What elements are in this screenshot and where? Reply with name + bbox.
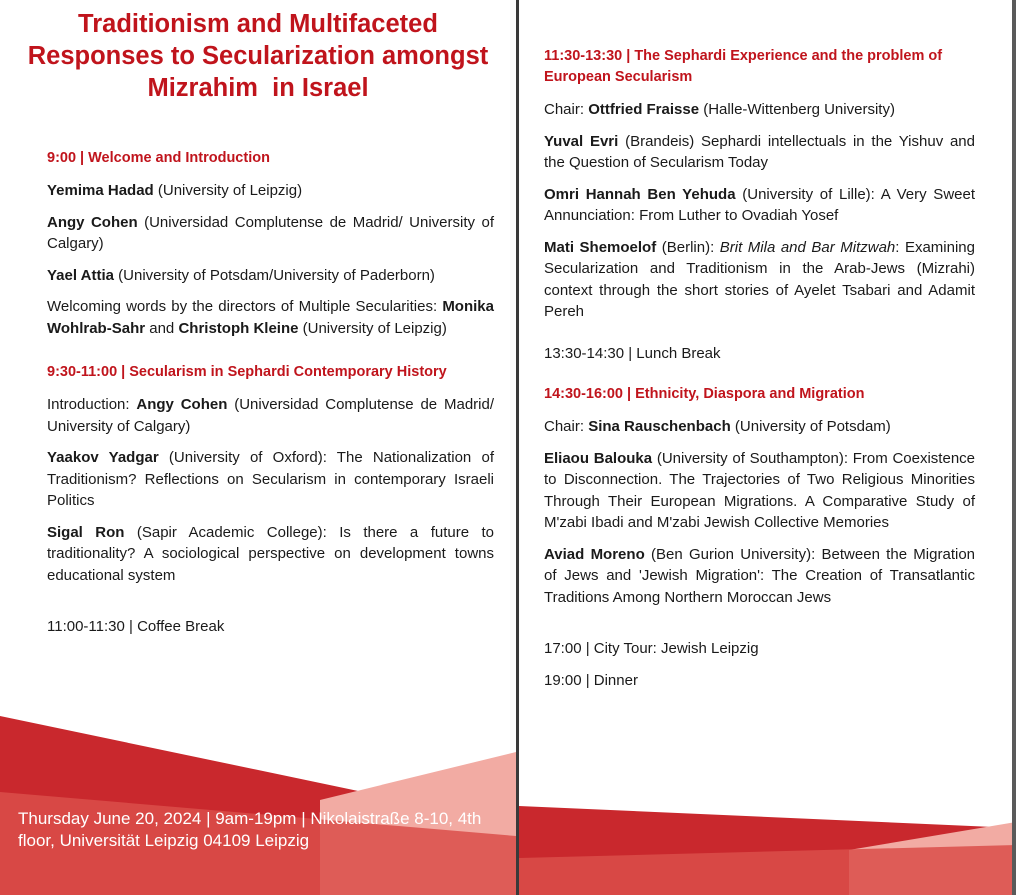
speaker-name: Mati Shemoelof xyxy=(544,238,657,256)
speaker-entry xyxy=(47,522,494,587)
left-program xyxy=(47,148,494,648)
chair-label: Chair: xyxy=(544,101,589,118)
title-line-2: Responses to Secularization amongst xyxy=(27,42,489,70)
right-program xyxy=(544,46,975,701)
speaker-entry xyxy=(47,212,494,255)
chair-name: Sina Rauschenbach xyxy=(588,418,731,435)
chair-entry xyxy=(544,416,975,438)
session-heading-sephardi: 11:30-13:30 | The Sephardi Experience and the problem of European Secularism xyxy=(544,48,943,85)
speaker-name: Yaakov Yadgar xyxy=(47,449,159,466)
speaker-name: Eliaou Balouka xyxy=(544,449,653,467)
speaker-entry xyxy=(544,237,975,323)
footer-line-2: floor, Universität Leipzig 04109 Leipzig xyxy=(18,831,310,850)
talk-title-italic: Brit Mila and Bar Mitzwah xyxy=(719,238,896,256)
welcome-text: (University of Leipzig) xyxy=(298,319,447,337)
title-line-1: Traditionism and Multifaceted xyxy=(78,10,438,38)
speaker-name: Aviad Moreno xyxy=(544,545,645,563)
talk-description: : Examining Secularization and Traditionism in the Arab-Jews (Mizrahi) context through the short stories of Ayelet Tsabari and Adamit Pereh xyxy=(544,238,975,320)
speaker-entry xyxy=(47,447,494,512)
talk-description: (Sapir Academic College): Is there a future to traditionality? A sociological perspective on development towns educational system xyxy=(47,523,494,584)
talk-description: (Brandeis) Sephardi intellectuals in the Yishuv and the Question of Secularism Today xyxy=(544,132,975,171)
page-title xyxy=(20,8,496,104)
title-line-3: Mizrahim in Israel xyxy=(147,74,369,102)
lunch-break: 13:30-14:30 | Lunch Break xyxy=(544,344,721,362)
dinner: 19:00 | Dinner xyxy=(544,671,638,689)
talk-description: (Ben Gurion University): Between the Migration of Jews and 'Jewish Migration': The Creation of Transatlantic Traditions Among Northern Moroccan Jews xyxy=(544,545,976,606)
chair-label: Chair: xyxy=(544,418,589,435)
welcoming-words xyxy=(47,296,494,339)
speaker-name: Yemima Hadad xyxy=(47,182,154,199)
speaker-name: Monika Wohlrab-Sahr xyxy=(47,298,494,337)
speaker-name: Yuval Evri xyxy=(544,132,619,150)
coffee-break: 11:00-11:30 | Coffee Break xyxy=(47,618,225,635)
speaker-name: Sigal Ron xyxy=(47,523,125,541)
intro-label: Introduction: xyxy=(47,396,137,413)
speaker-affiliation: (Universidad Complutense de Madrid/ University of Calgary) xyxy=(47,396,494,435)
speaker-name: Angy Cohen xyxy=(136,396,228,413)
speaker-entry xyxy=(47,394,494,437)
talk-description: (University of Oxford): The Nationalization of Traditionism? Reflections on Secularism in contemporary Israeli Politics xyxy=(47,449,494,509)
session-heading-secularism: 9:30-11:00 | Secularism in Sephardi Contemporary History xyxy=(47,364,447,380)
city-tour: 17:00 | City Tour: Jewish Leipzig xyxy=(544,640,759,657)
welcome-text: Welcoming words by the directors of Multiple Secularities: xyxy=(47,298,443,315)
session-heading-ethnicity: 14:30-16:00 | Ethnicity, Diaspora and Migration xyxy=(544,386,865,402)
chair-entry xyxy=(544,99,975,121)
speaker-name: Yael Attia xyxy=(47,266,114,284)
speaker-entry xyxy=(544,131,975,174)
footer-line-1: Thursday June 20, 2024 | 9am-19pm | Nikolaistraße 8-10, 4th xyxy=(18,809,482,828)
welcome-text: and xyxy=(145,319,179,337)
chair-name: Ottfried Fraisse xyxy=(588,101,700,118)
speaker-name: Angy Cohen xyxy=(47,213,138,231)
window-edge xyxy=(1012,0,1016,895)
chair-affiliation: (University of Potsdam) xyxy=(730,418,891,435)
event-footer xyxy=(18,808,498,852)
talk-description: (University of Southampton): From Coexistence to Disconnection. The Trajectories of Two Religious Minorities Through Their European Migrations. A Comparative Study of M'zabi Ibadi and M'zabi Jewish Collective Memories xyxy=(544,449,975,531)
talk-description: (Berlin): xyxy=(656,238,720,256)
speaker-affiliation: (Universidad Complutense de Madrid/ University of Calgary) xyxy=(47,213,494,252)
speaker-affiliation: (University of Potsdam/University of Paderborn) xyxy=(113,266,435,284)
chair-affiliation: (Halle-Wittenberg University) xyxy=(699,101,895,118)
speaker-entry xyxy=(544,184,975,227)
talk-description: (University of Lille): A Very Sweet Annunciation: From Luther to Ovadiah Yosef xyxy=(544,185,975,224)
session-heading-welcome: 9:00 | Welcome and Introduction xyxy=(47,150,270,166)
speaker-entry xyxy=(544,544,975,609)
speaker-affiliation: (University of Leipzig) xyxy=(153,182,303,199)
right-page xyxy=(519,0,1016,895)
speaker-entry xyxy=(47,265,494,287)
speaker-entry xyxy=(544,448,975,534)
speaker-entry xyxy=(47,180,494,202)
speaker-name: Omri Hannah Ben Yehuda xyxy=(544,185,736,203)
speaker-name: Christoph Kleine xyxy=(178,319,299,337)
